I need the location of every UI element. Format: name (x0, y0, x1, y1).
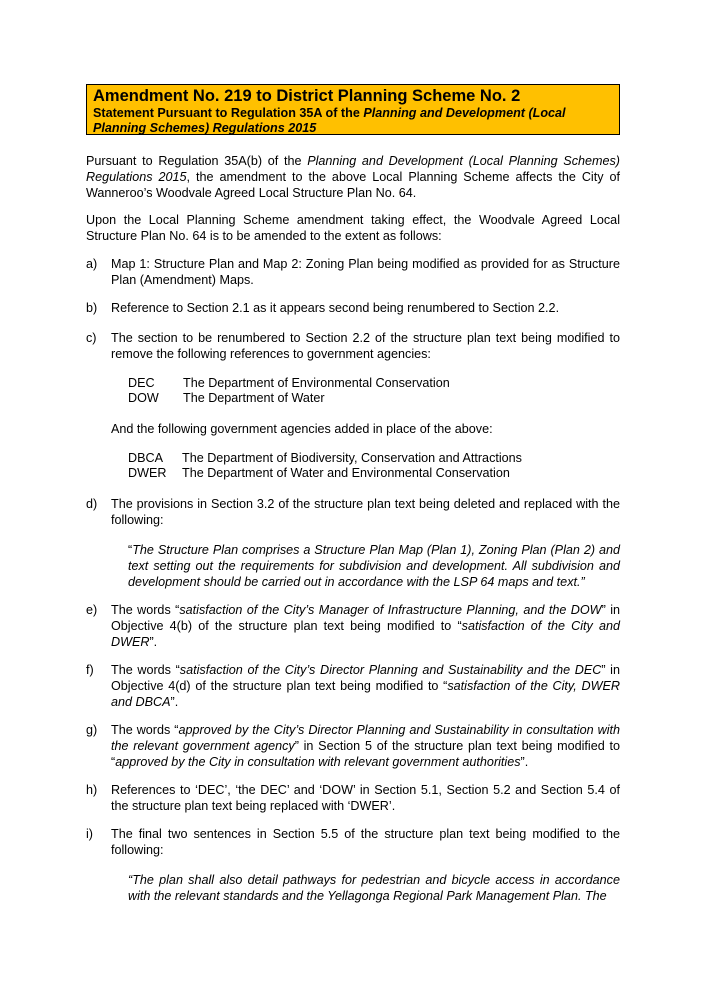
quoted-old-text: satisfaction of the City’s Manager of Infrastructure Planning, and the DOW (179, 603, 602, 617)
item-text (111, 662, 620, 710)
text-part: The words “ (111, 723, 179, 737)
quoted-new-text: satisfaction of the City, DWER and DBCA (111, 679, 620, 709)
quoted-new-text: approved by the City in consultation with relevant government authorities (115, 755, 521, 769)
intro-p1-text-end: , the amendment to the above Local Planning Scheme affects the City of Wanneroo’s Woodvale Agreed Local Structure Plan No. 64. (86, 170, 620, 200)
text-part: ”. (520, 755, 529, 769)
quoted-old-text: approved by the City’s Director Planning and Sustainability in consultation with the relevant government agency (111, 723, 620, 753)
agency-abbreviation: DEC (128, 376, 155, 390)
text-part: ” in Objective 4(d) of the structure plan text being modified to “ (111, 663, 620, 693)
section-5-5-replacement-quote: “The plan shall also detail pathways for pedestrian and bicycle access in accordance with the relevant standards and the Yellagonga Regional Park Management Plan. The (128, 873, 620, 903)
section-3-2-replacement-quote (128, 542, 620, 590)
text-part: ” in Section 5 of the structure plan text being modified to “ (111, 739, 620, 769)
text-part: The words “ (111, 663, 180, 677)
item-label: c) (86, 331, 97, 345)
item-label: i) (86, 827, 93, 841)
item-label: d) (86, 497, 98, 511)
item-text: The section to be renumbered to Section 2.2 of the structure plan text being modified to remove the following references to government agencies: (111, 331, 620, 361)
intro-p1-regulation: Planning and Development (Local Planning Schemes) Regulations 2015 (86, 154, 620, 184)
item-label: a) (86, 257, 98, 271)
item-text: The provisions in Section 3.2 of the structure plan text being deleted and replaced with the following: (111, 497, 620, 527)
item-text (111, 602, 620, 650)
quote-text: The Structure Plan comprises a Structure Plan Map (Plan 1), Zoning Plan (Plan 2) and text setting out the requirements for subdivision and development. All subdivision and development should be carried out in accordance with the LSP 64 maps and text.” (128, 543, 620, 589)
text-part: ” in Objective 4(b) of the structure plan text being modified to “ (111, 603, 620, 633)
item-text: The final two sentences in Section 5.5 of the structure plan text being modified to the following: (111, 827, 620, 857)
item-label: b) (86, 301, 98, 315)
subtitle-prefix: Statement Pursuant to Regulation 35A of the (93, 106, 364, 120)
text-part: The words “ (111, 603, 180, 617)
subtitle-regulation-name: Planning and Development (Local Planning Schemes) Regulations 2015 (93, 106, 566, 135)
agency-abbreviation: DOW (128, 391, 159, 405)
agency-name: The Department of Water and Environmental Conservation (182, 466, 510, 480)
agency-name: The Department of Water (183, 391, 325, 405)
item-label: e) (86, 603, 98, 617)
agency-abbreviation: DBCA (128, 451, 163, 465)
amendment-subtitle (93, 106, 613, 135)
text-part: ”. (149, 635, 158, 649)
item-text: Reference to Section 2.1 as it appears second being renumbered to Section 2.2. (111, 301, 560, 315)
text-part: ”. (170, 695, 179, 709)
item-text (111, 722, 620, 770)
amendment-title: Amendment No. 219 to District Planning Scheme No. 2 (93, 87, 521, 105)
agency-name: The Department of Environmental Conservation (183, 376, 450, 390)
opening-quote-mark: “ (128, 543, 133, 557)
intro-paragraph-1 (86, 153, 620, 201)
item-label: h) (86, 783, 98, 797)
item-label: g) (86, 723, 98, 737)
agency-name: The Department of Biodiversity, Conservation and Attractions (182, 451, 522, 465)
amendment-header-box (86, 84, 620, 135)
item-text: Map 1: Structure Plan and Map 2: Zoning Plan being modified as provided for as Structure Plan (Amendment) Maps. (111, 257, 620, 287)
intro-p1-text: Pursuant to Regulation 35A(b) of the (86, 154, 308, 168)
quoted-old-text: satisfaction of the City’s Director Planning and Sustainability and the DEC (179, 663, 602, 677)
item-label: f) (86, 663, 94, 677)
item-text: References to ‘DEC’, ‘the DEC’ and ‘DOW’ in Section 5.1, Section 5.2 and Section 5.4 of the structure plan text being replaced with ‘DWER’. (111, 783, 620, 813)
added-agencies-intro: And the following government agencies added in place of the above: (111, 422, 493, 436)
agency-abbreviation: DWER (128, 466, 167, 480)
intro-paragraph-2: Upon the Local Planning Scheme amendment taking effect, the Woodvale Agreed Local Structure Plan No. 64 is to be amended to the extent as follows: (86, 213, 620, 243)
quoted-new-text: satisfaction of the City and DWER (111, 619, 620, 649)
